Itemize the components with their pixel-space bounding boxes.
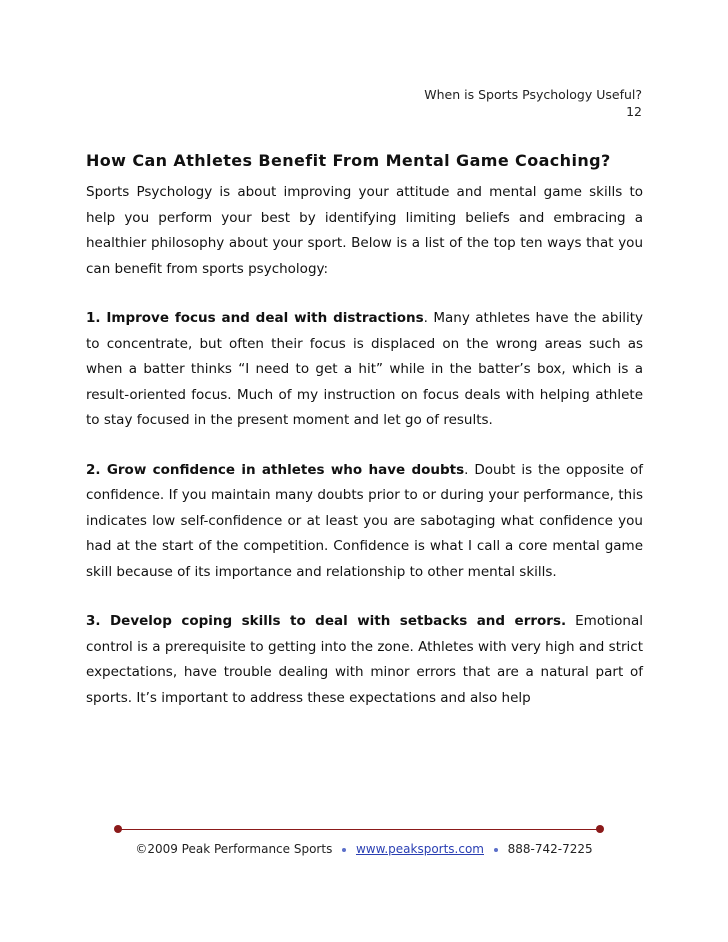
- copyright-text: ©2009 Peak Performance Sports: [135, 842, 333, 856]
- item-1-lead: 1. Improve focus and deal with distractions: [86, 310, 424, 326]
- list-item-3: [86, 609, 643, 711]
- running-header: [424, 86, 642, 120]
- phone-number: 888-742-7225: [507, 842, 593, 856]
- item-2-body: Doubt is the opposite of confidence. If you maintain many doubts prior to or during your performance, this indicates low self-confidence or at least you are sabotaging what confidence you had at the start of the competition. Confidence is what I call a core mental game skill because of its importance and relationship to other mental skills.: [86, 461, 643, 580]
- item-2-lead: 2. Grow confidence in athletes who have doubts: [86, 461, 465, 478]
- article: [86, 150, 643, 735]
- page-footer: [0, 842, 728, 856]
- list-item-2: [86, 458, 643, 586]
- article-heading: How Can Athletes Benefit From Mental Game Coaching?: [86, 151, 611, 170]
- bullet-separator-icon: [342, 848, 346, 852]
- item-1-lead-punct: .: [423, 310, 428, 326]
- intro-paragraph: Sports Psychology is about improving your attitude and mental game skills to help you perform your best by identifying limiting beliefs and embracing a healthier philosophy about your sport. Below is a list of the top ten ways that you can benefit from sports psychology:: [86, 184, 643, 277]
- item-3-body: Emotional control is a prerequisite to getting into the zone. Athletes with very high and strict expectations, have trouble dealing with minor errors that are a natural part of sports. It’s important to address these expectations and also help: [86, 613, 643, 706]
- footer-rule-right-dot: [596, 825, 604, 833]
- list-item-1: [86, 306, 643, 434]
- website-link[interactable]: www.peaksports.com: [355, 842, 484, 856]
- header-title: When is Sports Psychology Useful?: [424, 87, 642, 102]
- page-number: 12: [626, 104, 642, 119]
- item-2-lead-punct: .: [464, 461, 469, 478]
- footer-rule: [118, 829, 600, 830]
- item-1-body: Many athletes have the ability to concentrate, but often their focus is displaced on the wrong areas such as when a batter thinks “I need to get a hit” while in the batter’s box, which is a result-oriented focus. Much of my instruction on focus deals with helping athlete to stay focused in the present moment and let go of results.: [86, 310, 644, 428]
- item-3-lead: 3. Develop coping skills to deal with setbacks and errors.: [86, 613, 567, 629]
- bullet-separator-icon: [494, 848, 498, 852]
